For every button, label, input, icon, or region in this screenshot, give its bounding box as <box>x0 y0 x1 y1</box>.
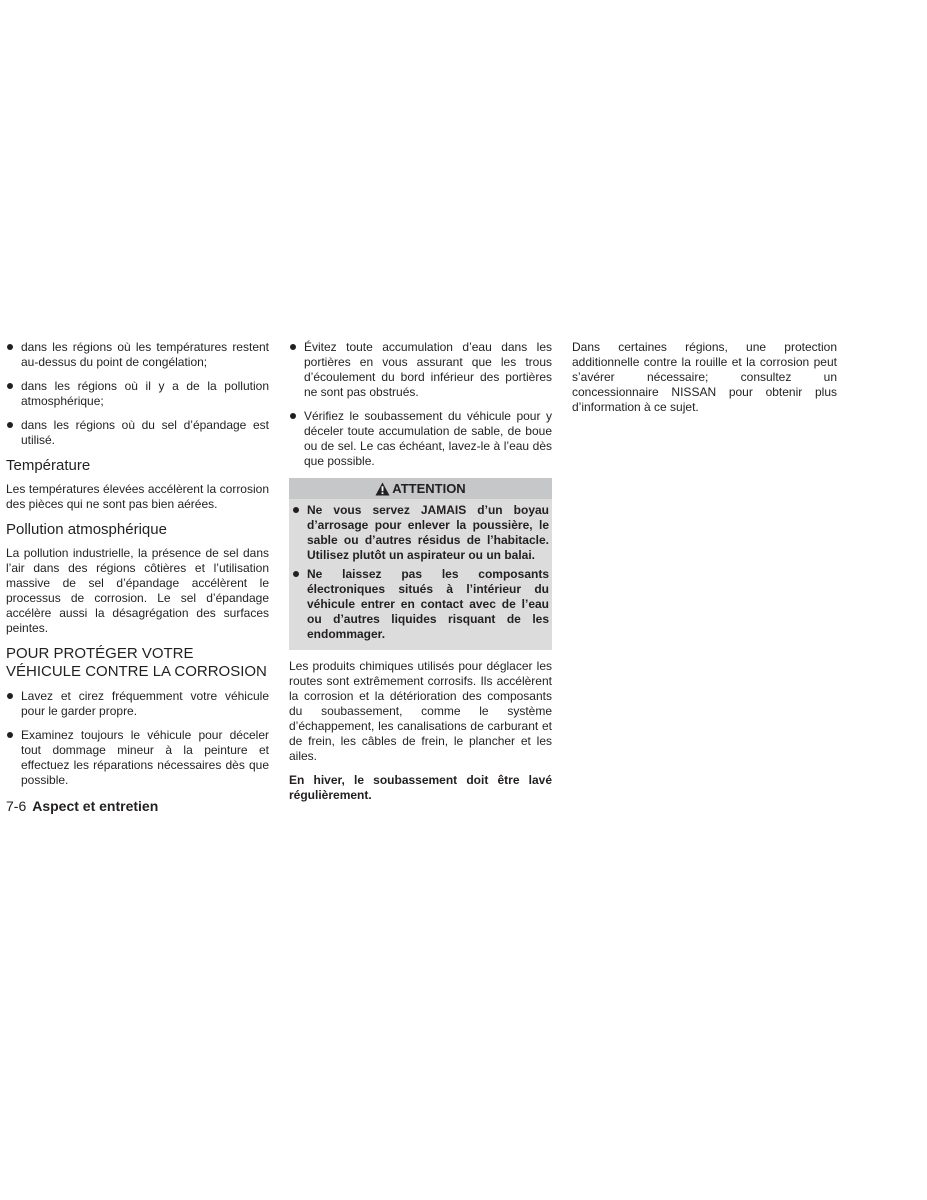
section-title: Aspect et entretien <box>32 798 159 814</box>
list-item: Vérifiez le soubassement du véhicule pour y déceler toute accumulation de sable, de boue ou de sel. Le cas échéant, lavez-le à l’eau dès que possible. <box>289 409 552 469</box>
attention-title: ATTENTION <box>392 481 466 496</box>
page-footer <box>6 797 158 815</box>
column-middle <box>289 340 552 812</box>
region-list <box>6 340 269 448</box>
protect-list <box>6 689 269 788</box>
page-number: 7-6 <box>6 798 27 814</box>
protection-paragraph: Dans certaines régions, une protection additionnelle contre la rouille et la corrosion peut s’avérer nécessaire; consultez un concessionnaire NISSAN pour obtenir plus d’information à ce sujet. <box>572 340 837 414</box>
list-item: Évitez toute accumulation d’eau dans les portières en vous assurant que les trous d’écoulement du bord inférieur des portières ne sont pas obstrués. <box>289 340 552 400</box>
attention-box <box>289 478 552 650</box>
list-item: Examinez toujours le véhicule pour déceler tout dommage mineur à la peinture et effectuez les réparations nécessaires dès que possible. <box>6 728 269 788</box>
list-item: dans les régions où les températures restent au-dessus du point de congélation; <box>6 340 269 370</box>
column-left <box>6 340 269 797</box>
temperature-heading: Température <box>6 457 91 474</box>
section-heading-protect: POUR PROTÉGER VOTRE VÉHICULE CONTRE LA CORROSION <box>6 645 267 680</box>
attention-list <box>289 503 552 650</box>
list-item: dans les régions où du sel d’épandage est utilisé. <box>6 418 269 448</box>
temperature-paragraph: Les températures élevées accélèrent la corrosion des pièces qui ne sont pas bien aérées. <box>6 482 269 511</box>
pollution-heading: Pollution atmosphérique <box>6 521 167 538</box>
chemicals-paragraph: Les produits chimiques utilisés pour déglacer les routes sont extrêmement corrosifs. Ils accélèrent la corrosion et la détérioration des composants du soubassement, comme le système d’échappement, les canalisations de carburant et de frein, les câbles de frein, le plancher et les ailes. <box>289 659 552 763</box>
list-item: Ne laissez pas les composants électroniques situés à l’intérieur du véhicule entrer en contact avec de l’eau ou d’autres liquides risquant de les endommager. <box>292 567 549 642</box>
warning-triangle-icon <box>375 482 390 496</box>
winter-paragraph: En hiver, le soubassement doit être lavé régulièrement. <box>289 773 552 802</box>
column-right <box>572 340 837 424</box>
list-item: Lavez et cirez fréquemment votre véhicule pour le garder propre. <box>6 689 269 719</box>
pollution-paragraph: La pollution industrielle, la présence de sel dans l’air dans des régions côtières et l’utilisation massive de sel d’épandage accélèrent le processus de corrosion. Le sel d’épandage accélère aussi la désagrégation des surfaces peintes. <box>6 546 269 635</box>
inspection-list <box>289 340 552 469</box>
attention-header <box>289 478 552 499</box>
list-item: dans les régions où il y a de la pollution atmosphérique; <box>6 379 269 409</box>
list-item: Ne vous servez JAMAIS d’un boyau d’arrosage pour enlever la poussière, le sable ou d’autres résidus de l’habitacle. Utilisez plutôt un aspirateur ou un balai. <box>292 503 549 563</box>
